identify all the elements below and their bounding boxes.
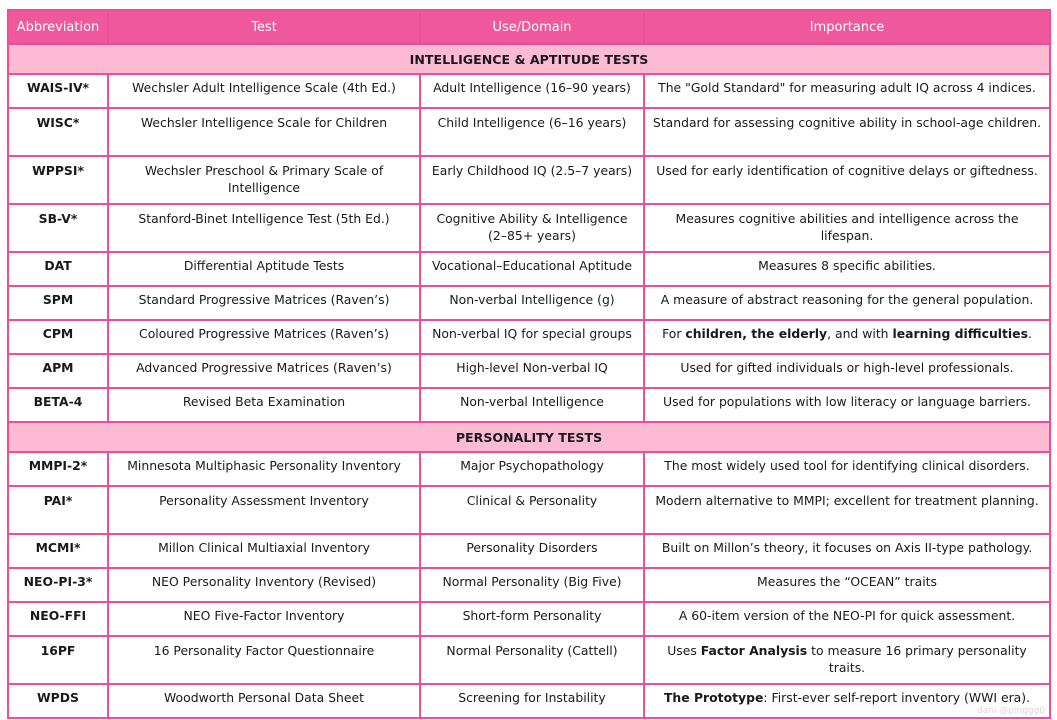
test-cell: Personality Assessment Inventory xyxy=(108,486,420,534)
importance-text: For xyxy=(662,326,686,341)
abbr-cell: WISC* xyxy=(8,108,108,156)
header-test: Test xyxy=(108,10,420,44)
importance-text: . xyxy=(1027,326,1032,341)
use-cell: Screening for Instability xyxy=(420,684,644,718)
section-intelligence-aptitude: INTELLIGENCE & APTITUDE TESTS xyxy=(8,44,1050,74)
importance-cell: Used for early identification of cognitive delays or giftedness. xyxy=(644,156,1050,204)
importance-cell: A measure of abstract reasoning for the general population. xyxy=(644,286,1050,320)
importance-text: to measure 16 primary personality traits. xyxy=(807,643,1027,675)
use-cell: Short-form Personality xyxy=(420,602,644,636)
psych-tests-table xyxy=(7,9,1051,719)
table-row xyxy=(8,602,1050,636)
use-cell: Normal Personality (Big Five) xyxy=(420,568,644,602)
section-row xyxy=(8,422,1050,452)
header-use-domain: Use/Domain xyxy=(420,10,644,44)
importance-cell: Measures cognitive abilities and intelligence across the lifespan. xyxy=(644,204,1050,252)
importance-cell: The "Gold Standard" for measuring adult IQ across 4 indices. xyxy=(644,74,1050,108)
table-row xyxy=(8,320,1050,354)
table-row xyxy=(8,74,1050,108)
table-row xyxy=(8,534,1050,568)
abbr-cell: SB-V* xyxy=(8,204,108,252)
table-row xyxy=(8,156,1050,204)
importance-cell xyxy=(644,320,1050,354)
use-cell: Early Childhood IQ (2.5–7 years) xyxy=(420,156,644,204)
importance-text: : First-ever self-report inventory (WWI era). xyxy=(763,690,1031,705)
test-cell: NEO Personality Inventory (Revised) xyxy=(108,568,420,602)
abbr-cell: DAT xyxy=(8,252,108,286)
table-row xyxy=(8,108,1050,156)
importance-cell: Modern alternative to MMPI; excellent for treatment planning. xyxy=(644,486,1050,534)
table-row xyxy=(8,252,1050,286)
importance-text: Uses xyxy=(667,643,701,658)
header-importance: Importance xyxy=(644,10,1050,44)
header-row xyxy=(8,10,1050,44)
importance-cell: Measures 8 specific abilities. xyxy=(644,252,1050,286)
test-cell: Differential Aptitude Tests xyxy=(108,252,420,286)
use-cell: Child Intelligence (6–16 years) xyxy=(420,108,644,156)
abbr-cell: BETA-4 xyxy=(8,388,108,422)
table-row xyxy=(8,452,1050,486)
abbr-cell: WPPSI* xyxy=(8,156,108,204)
credit-watermark: dani @pinggg0 xyxy=(976,706,1045,716)
test-cell: Minnesota Multiphasic Personality Inventory xyxy=(108,452,420,486)
table-row xyxy=(8,286,1050,320)
table-row xyxy=(8,204,1050,252)
test-cell: Advanced Progressive Matrices (Raven’s) xyxy=(108,354,420,388)
use-cell: Non-verbal IQ for special groups xyxy=(420,320,644,354)
section-row xyxy=(8,44,1050,74)
abbr-cell: APM xyxy=(8,354,108,388)
table-row xyxy=(8,388,1050,422)
use-cell: Major Psychopathology xyxy=(420,452,644,486)
table-row xyxy=(8,684,1050,718)
abbr-cell: 16PF xyxy=(8,636,108,684)
importance-cell: A 60-item version of the NEO-PI for quick assessment. xyxy=(644,602,1050,636)
test-cell: Wechsler Intelligence Scale for Children xyxy=(108,108,420,156)
abbr-cell: SPM xyxy=(8,286,108,320)
test-cell: Stanford-Binet Intelligence Test (5th Ed.) xyxy=(108,204,420,252)
importance-bold: children, the elderly xyxy=(685,326,828,341)
use-cell: Personality Disorders xyxy=(420,534,644,568)
importance-bold: The Prototype xyxy=(663,690,764,705)
importance-cell: The most widely used tool for identifying clinical disorders. xyxy=(644,452,1050,486)
use-cell: Non-verbal Intelligence xyxy=(420,388,644,422)
header-abbreviation: Abbreviation xyxy=(8,10,108,44)
importance-bold: learning difficulties xyxy=(892,326,1028,341)
use-cell: Adult Intelligence (16–90 years) xyxy=(420,74,644,108)
use-cell: High-level Non-verbal IQ xyxy=(420,354,644,388)
abbr-cell: MCMI* xyxy=(8,534,108,568)
test-cell: Woodworth Personal Data Sheet xyxy=(108,684,420,718)
table-row xyxy=(8,636,1050,684)
abbr-cell: NEO-FFI xyxy=(8,602,108,636)
test-cell: Standard Progressive Matrices (Raven’s) xyxy=(108,286,420,320)
table-row xyxy=(8,486,1050,534)
abbr-cell: NEO-PI-3* xyxy=(8,568,108,602)
importance-cell: Used for populations with low literacy or language barriers. xyxy=(644,388,1050,422)
importance-cell xyxy=(644,636,1050,684)
use-cell: Normal Personality (Cattell) xyxy=(420,636,644,684)
test-cell: Revised Beta Examination xyxy=(108,388,420,422)
abbr-cell: MMPI-2* xyxy=(8,452,108,486)
abbr-cell: CPM xyxy=(8,320,108,354)
table-row xyxy=(8,568,1050,602)
importance-bold: Factor Analysis xyxy=(700,643,808,658)
use-cell: Clinical & Personality xyxy=(420,486,644,534)
section-personality: PERSONALITY TESTS xyxy=(8,422,1050,452)
test-cell: 16 Personality Factor Questionnaire xyxy=(108,636,420,684)
test-cell: Coloured Progressive Matrices (Raven’s) xyxy=(108,320,420,354)
table-row xyxy=(8,354,1050,388)
abbr-cell: WAIS-IV* xyxy=(8,74,108,108)
importance-cell: Measures the “OCEAN” traits xyxy=(644,568,1050,602)
test-cell: Wechsler Adult Intelligence Scale (4th Ed.) xyxy=(108,74,420,108)
importance-text: , and with xyxy=(827,326,893,341)
use-cell: Vocational–Educational Aptitude xyxy=(420,252,644,286)
importance-cell: Standard for assessing cognitive ability in school-age children. xyxy=(644,108,1050,156)
abbr-cell: WPDS xyxy=(8,684,108,718)
importance-cell: Used for gifted individuals or high-level professionals. xyxy=(644,354,1050,388)
test-cell: Millon Clinical Multiaxial Inventory xyxy=(108,534,420,568)
importance-cell: Built on Millon’s theory, it focuses on Axis II-type pathology. xyxy=(644,534,1050,568)
test-cell: Wechsler Preschool & Primary Scale of Intelligence xyxy=(108,156,420,204)
use-cell: Cognitive Ability & Intelligence (2–85+ years) xyxy=(420,204,644,252)
test-cell: NEO Five-Factor Inventory xyxy=(108,602,420,636)
use-cell: Non-verbal Intelligence (g) xyxy=(420,286,644,320)
abbr-cell: PAI* xyxy=(8,486,108,534)
